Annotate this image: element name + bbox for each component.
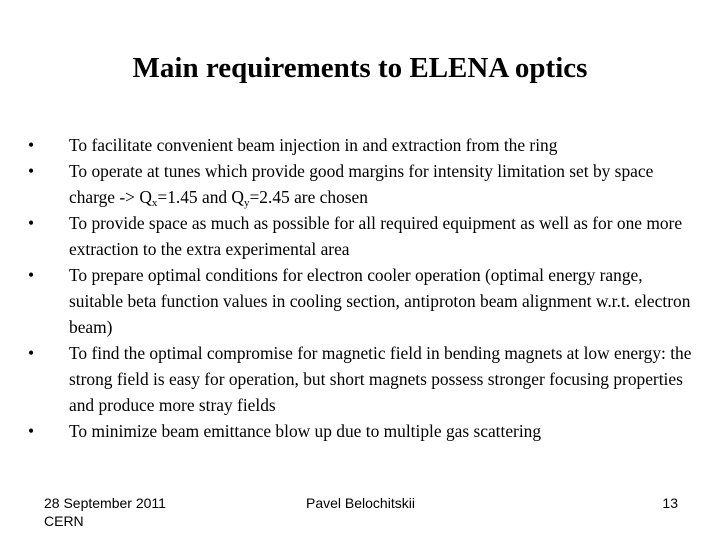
slide-title: Main requirements to ELENA optics xyxy=(132,52,588,84)
subscript-x: x xyxy=(151,197,158,209)
bullet-text: To prepare optimal conditions for electron cooler operation (optimal energy range, suitable beta function values in cooling section, antiproton beam alignment w.r.t. electron beam) xyxy=(69,265,691,337)
bullet-text: To minimize beam emittance blow up due to multiple gas scattering xyxy=(69,421,542,441)
bullet-text-part: =1.45 and Q xyxy=(157,187,244,207)
footer-date: 28 September 2011 xyxy=(44,495,166,511)
bullet-marker: • xyxy=(28,213,35,233)
bullet-list xyxy=(28,132,696,444)
footer-author: Pavel Belochitskii xyxy=(306,495,415,511)
subscript-y: y xyxy=(244,197,250,209)
bullet-text: To find the optimal compromise for magnetic field in bending magnets at low energy: the strong field is easy for operation, but short magnets possess stronger focusing properties and produce more stray fields xyxy=(69,343,692,415)
bullet-item xyxy=(28,418,696,444)
bullet-item xyxy=(28,158,696,210)
bullet-item xyxy=(28,340,696,418)
footer-date-org xyxy=(44,494,166,530)
bullet-text xyxy=(69,161,653,207)
bullet-marker: • xyxy=(28,135,35,155)
bullet-text-part: To operate at tunes which provide good margins for intensity limitation set by space charge -> Q xyxy=(69,161,654,207)
footer-organization: CERN xyxy=(44,513,84,529)
bullet-item xyxy=(28,132,696,158)
bullet-marker: • xyxy=(28,265,35,285)
bullet-marker: • xyxy=(28,161,35,181)
bullet-item xyxy=(28,262,696,340)
bullet-text: To facilitate convenient beam injection in and extraction from the ring xyxy=(69,135,558,155)
bullet-text-part: =2.45 are chosen xyxy=(249,187,368,207)
bullet-item xyxy=(28,210,696,262)
bullet-marker: • xyxy=(28,343,35,363)
bullet-marker: • xyxy=(28,421,35,441)
footer-page-number: 13 xyxy=(662,495,678,511)
bullet-text: To provide space as much as possible for all required equipment as well as for one more extraction to the extra experimental area xyxy=(69,213,683,259)
